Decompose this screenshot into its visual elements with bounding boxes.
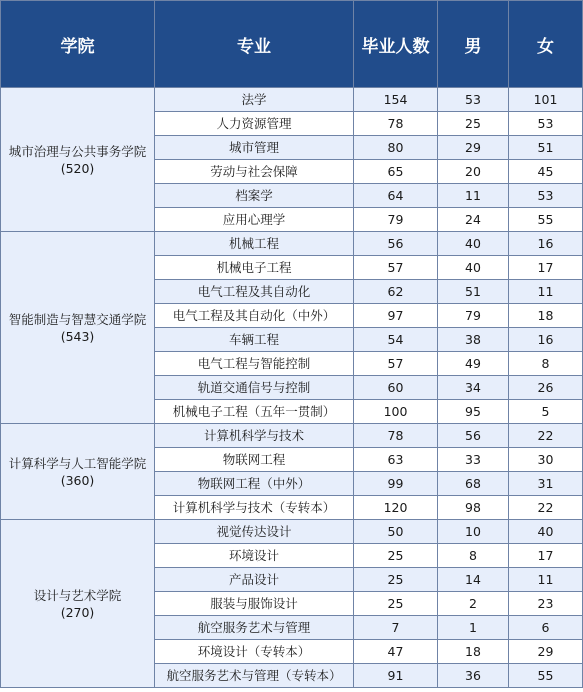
graduates-cell: 63 [354,448,438,472]
female-cell: 30 [509,448,583,472]
female-cell: 11 [509,568,583,592]
male-cell: 18 [438,640,509,664]
male-cell: 24 [438,208,509,232]
major-cell: 计算机科学与技术（专转本） [155,496,354,520]
major-cell: 电气工程及其自动化（中外） [155,304,354,328]
female-cell: 53 [509,112,583,136]
major-cell: 车辆工程 [155,328,354,352]
male-cell: 36 [438,664,509,688]
graduates-cell: 91 [354,664,438,688]
male-cell: 20 [438,160,509,184]
college-cell [1,520,155,688]
graduates-cell: 25 [354,592,438,616]
major-cell: 航空服务艺术与管理 [155,616,354,640]
major-cell: 应用心理学 [155,208,354,232]
major-cell: 产品设计 [155,568,354,592]
male-cell: 11 [438,184,509,208]
male-cell: 49 [438,352,509,376]
male-cell: 79 [438,304,509,328]
male-cell: 1 [438,616,509,640]
male-cell: 8 [438,544,509,568]
graduates-cell: 50 [354,520,438,544]
female-cell: 16 [509,328,583,352]
header-college: 学院 [1,1,155,88]
graduates-cell: 120 [354,496,438,520]
female-cell: 18 [509,304,583,328]
major-cell: 航空服务艺术与管理（专转本） [155,664,354,688]
college-total: (543) [60,328,95,344]
table-row [1,232,583,256]
male-cell: 53 [438,88,509,112]
college-total: (270) [60,604,95,620]
college-total: (360) [60,472,95,488]
major-cell: 物联网工程（中外） [155,472,354,496]
male-cell: 68 [438,472,509,496]
table-header [1,1,583,88]
graduates-cell: 57 [354,256,438,280]
female-cell: 29 [509,640,583,664]
female-cell: 53 [509,184,583,208]
female-cell: 101 [509,88,583,112]
header-row [1,1,583,88]
major-cell: 机械电子工程 [155,256,354,280]
graduates-cell: 25 [354,544,438,568]
table-row [1,424,583,448]
female-cell: 55 [509,664,583,688]
male-cell: 34 [438,376,509,400]
header-male: 男 [438,1,509,88]
female-cell: 16 [509,232,583,256]
male-cell: 14 [438,568,509,592]
female-cell: 26 [509,376,583,400]
college-name: 城市治理与公共事务学院 [8,143,147,159]
female-cell: 6 [509,616,583,640]
male-cell: 2 [438,592,509,616]
major-cell: 劳动与社会保障 [155,160,354,184]
major-cell: 轨道交通信号与控制 [155,376,354,400]
header-female: 女 [509,1,583,88]
major-cell: 人力资源管理 [155,112,354,136]
male-cell: 10 [438,520,509,544]
college-cell [1,424,155,520]
female-cell: 17 [509,256,583,280]
graduates-cell: 56 [354,232,438,256]
college-name: 设计与艺术学院 [33,587,122,603]
major-cell: 电气工程及其自动化 [155,280,354,304]
major-cell: 视觉传达设计 [155,520,354,544]
male-cell: 33 [438,448,509,472]
major-cell: 档案学 [155,184,354,208]
major-cell: 计算机科学与技术 [155,424,354,448]
female-cell: 17 [509,544,583,568]
female-cell: 31 [509,472,583,496]
header-graduates: 毕业人数 [354,1,438,88]
female-cell: 5 [509,400,583,424]
female-cell: 40 [509,520,583,544]
male-cell: 29 [438,136,509,160]
major-cell: 物联网工程 [155,448,354,472]
graduates-cell: 65 [354,160,438,184]
major-cell: 环境设计 [155,544,354,568]
graduates-cell: 78 [354,424,438,448]
male-cell: 40 [438,256,509,280]
table-row [1,88,583,112]
male-cell: 40 [438,232,509,256]
graduates-cell: 47 [354,640,438,664]
major-cell: 环境设计（专转本） [155,640,354,664]
male-cell: 95 [438,400,509,424]
male-cell: 51 [438,280,509,304]
male-cell: 25 [438,112,509,136]
graduates-cell: 80 [354,136,438,160]
graduates-cell: 97 [354,304,438,328]
female-cell: 8 [509,352,583,376]
graduates-cell: 100 [354,400,438,424]
major-cell: 机械工程 [155,232,354,256]
female-cell: 22 [509,424,583,448]
male-cell: 56 [438,424,509,448]
graduates-cell: 60 [354,376,438,400]
graduates-cell: 154 [354,88,438,112]
college-name: 智能制造与智慧交通学院 [8,311,147,327]
major-cell: 机械电子工程（五年一贯制） [155,400,354,424]
female-cell: 45 [509,160,583,184]
graduates-cell: 64 [354,184,438,208]
graduates-cell: 62 [354,280,438,304]
major-cell: 电气工程与智能控制 [155,352,354,376]
graduates-cell: 57 [354,352,438,376]
graduates-cell: 78 [354,112,438,136]
female-cell: 11 [509,280,583,304]
major-cell: 法学 [155,88,354,112]
college-name: 计算科学与人工智能学院 [8,455,147,471]
graduates-cell: 25 [354,568,438,592]
female-cell: 23 [509,592,583,616]
female-cell: 51 [509,136,583,160]
graduates-cell: 99 [354,472,438,496]
college-cell [1,232,155,424]
table-row [1,520,583,544]
table-body [1,88,583,688]
female-cell: 55 [509,208,583,232]
major-cell: 服装与服饰设计 [155,592,354,616]
male-cell: 38 [438,328,509,352]
college-total: (520) [60,160,95,176]
header-major: 专业 [155,1,354,88]
graduates-cell: 7 [354,616,438,640]
major-cell: 城市管理 [155,136,354,160]
graduates-cell: 79 [354,208,438,232]
college-cell [1,88,155,232]
female-cell: 22 [509,496,583,520]
male-cell: 98 [438,496,509,520]
graduates-cell: 54 [354,328,438,352]
